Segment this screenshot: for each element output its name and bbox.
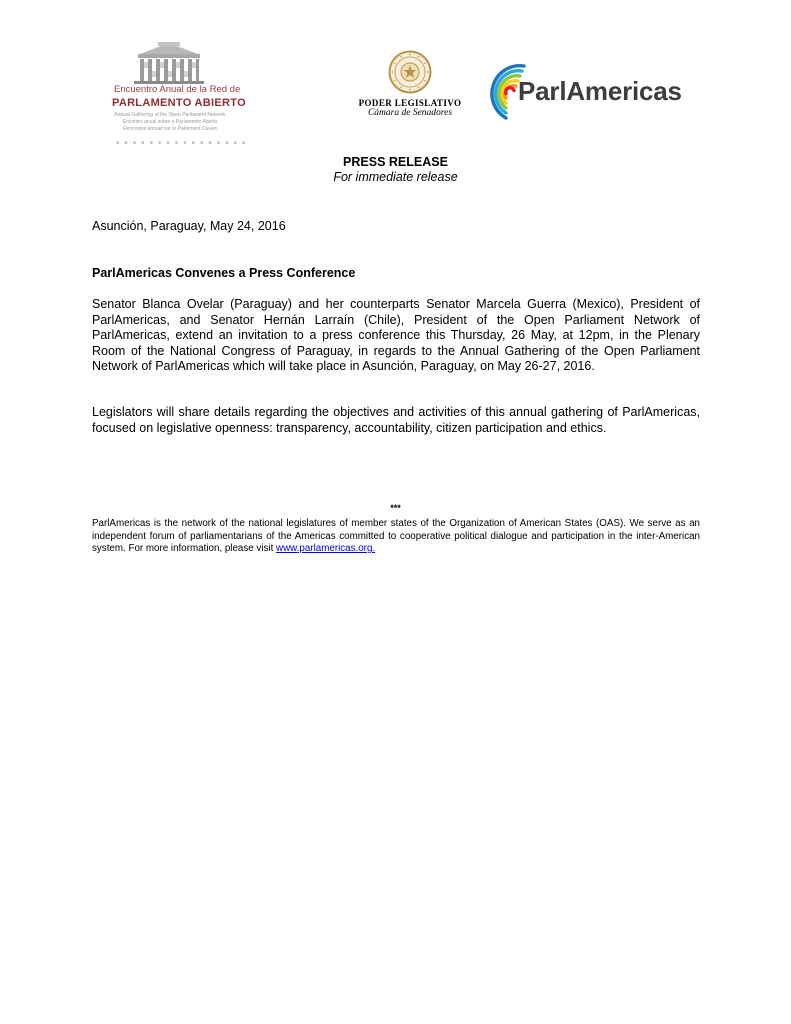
encuentro-logo-line1: Encuentro Anual de la Red de	[114, 84, 241, 95]
parlamericas-logo-text: ParlAmericas	[518, 76, 682, 106]
separator: ***	[390, 503, 401, 513]
encuentro-logo-portuguese: Encontro anual sobre o Parlamento Aberto	[122, 119, 218, 125]
parlamericas-website-link[interactable]: www.parlamericas.org.	[276, 543, 376, 554]
paraguay-seal-icon	[388, 50, 432, 94]
paragraph-details: Legislators will share details regarding the objectives and activities of this annual gathering of ParlAmericas, focused on legislative openness: transparency, accountability, citizen participation and ethics.	[92, 405, 700, 435]
footer-about	[92, 518, 700, 556]
senado-logo-line2: Cámara de Senadores	[367, 108, 453, 118]
release-title: ParlAmericas Convenes a Press Conference	[92, 266, 356, 280]
dateline: Asunción, Paraguay, May 24, 2016	[92, 219, 286, 233]
paragraph-invitation: Senator Blanca Ovelar (Paraguay) and her counterparts Senator Marcela Guerra (Mexico), President of ParlAmericas, and Senator Hernán Larraín (Chile), President of the Open Parliament Network of ParlAmericas, extend an invitation to a press conference this Thursday, 26 May, at 12pm, in the Plenary Room of the National Congress of Paraguay, in regards to the Annual Gathering of the Open Parliament Network of ParlAmericas which will take place in Asunción, Paraguay, on May 26-27, 2016.	[92, 297, 700, 373]
encuentro-logo-title: PARLAMENTO ABIERTO	[112, 97, 246, 109]
senado-logo	[358, 50, 462, 126]
footer-about-text: ParlAmericas is the network of the national legislatures of member states of the Organization of American States (OAS). We serve as an independent forum of parliamentarians of the Americas committed to cooperative political dialogue and participation in the inter-American system. For more information, please visit	[92, 518, 700, 554]
congress-building-icon	[130, 40, 208, 84]
encuentro-logo	[108, 40, 248, 152]
press-release-heading: PRESS RELEASE	[343, 155, 448, 169]
encuentro-logo-french: Rencontre annuel sur le Parlement Ouvert	[123, 126, 217, 132]
parlamericas-logo	[472, 60, 708, 124]
encuentro-logo-english: Annual Gathering of the Open Parliament Network	[114, 112, 226, 118]
immediate-release-subheading: For immediate release	[333, 170, 458, 184]
encuentro-logo-dots: ■ ■ ■ ■ ■ ■ ■ ■ ■ ■ ■ ■ ■ ■ ■ ■	[116, 140, 248, 146]
senado-logo-line1: PODER LEGISLATIVO	[358, 98, 462, 108]
